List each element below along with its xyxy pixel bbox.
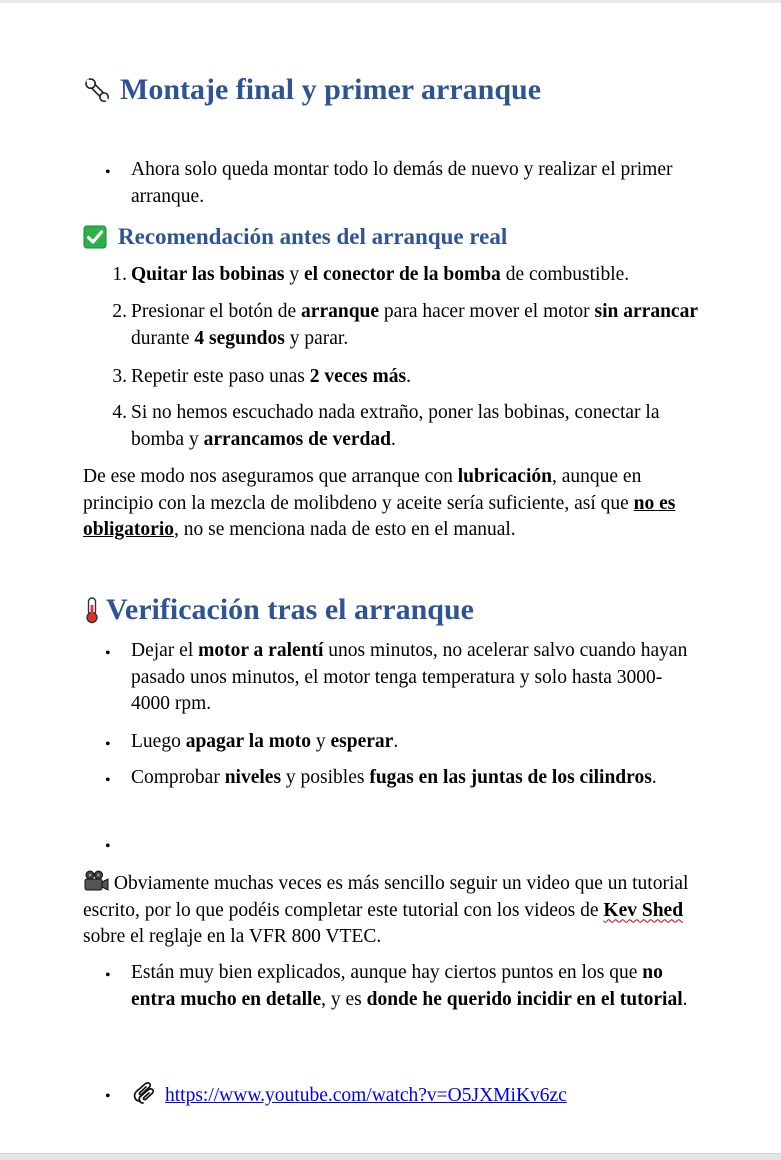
check-mark-button-icon	[83, 225, 107, 249]
bold-text: arrancamos de verdad	[203, 428, 391, 450]
bold-text: el conector de la bomba	[304, 264, 501, 285]
text-run: Comprobar	[131, 767, 225, 788]
text-run: .	[406, 366, 411, 387]
text-run: Luego	[131, 731, 186, 752]
bullet-marker: •	[105, 1088, 111, 1105]
section-heading-montaje	[83, 72, 541, 108]
numbered-step	[131, 262, 701, 289]
text-run: Están muy bien explicados, aunque hay ciertos puntos en los que	[131, 962, 643, 983]
text-run: .	[390, 428, 396, 450]
subsection-heading-recomendacion	[83, 223, 507, 251]
bullet-marker: •	[105, 838, 111, 855]
thermometer-icon	[83, 596, 101, 624]
text-run: Dejar el	[131, 640, 199, 661]
numbered-step	[131, 400, 701, 453]
text-run: unos minutos, no acelerar salvo cuando hayan pasado unos minutos, el motor tenga temperatura y solo hasta 3000-4000 rpm.	[131, 640, 688, 714]
text-run: , no se menciona nada de esto en el manual.	[174, 519, 516, 540]
bold-text: motor a ralentí	[198, 640, 324, 661]
bullet-marker: •	[105, 164, 111, 181]
bold-text: 4 segundos	[194, 327, 285, 349]
bold-text: sin arrancar	[594, 301, 698, 322]
bold-text: no entra mucho en detalle	[131, 962, 663, 1010]
section-title: Montaje final y primer arranque	[120, 73, 542, 106]
step-number: 4.	[112, 402, 127, 423]
section-title: Verificación tras el arranque	[106, 593, 474, 626]
list-item	[131, 765, 701, 792]
movie-camera-icon	[83, 870, 109, 892]
text-run: , aunque en principio con la mezcla de molibdeno y aceite sería suficiente, así que	[83, 466, 642, 514]
bold-text: fugas en las juntas de los cilindros	[369, 767, 652, 788]
text-run: Si no hemos escuchado nada extraño, poner las bobinas, conectar la bomba y	[131, 402, 660, 450]
paragraph-lubrication-note	[83, 464, 703, 544]
bold-text: no es obligatorio	[83, 492, 676, 540]
text-run: durante	[131, 327, 195, 349]
bold-text: Quitar las bobinas	[131, 264, 285, 285]
page-top-edge	[0, 0, 781, 3]
wrench-icon	[83, 76, 111, 104]
text-run: .	[682, 988, 688, 1010]
bullet-marker: •	[105, 736, 111, 753]
numbered-step	[131, 299, 701, 352]
list-item	[131, 960, 701, 1013]
list-item-link	[131, 1081, 701, 1110]
bullet-marker: •	[105, 645, 111, 662]
bullet-marker: •	[105, 967, 111, 984]
text-run: Obviamente muchas veces es más sencillo seguir un video que un tutorial escrito, por lo que podéis completar este tutorial con los videos de	[83, 873, 689, 921]
youtube-video-link[interactable]: https://www.youtube.com/watch?v=O5JXMiKv6zc	[165, 1085, 567, 1106]
bold-text: apagar la moto	[185, 731, 312, 752]
step-number: 3.	[112, 366, 127, 387]
bold-text: lubricación	[457, 466, 552, 487]
text-run: , y es	[321, 988, 367, 1010]
section-title: Recomendación antes del arranque real	[118, 224, 508, 249]
section-heading-verificacion	[83, 592, 474, 628]
bold-text: Kev Shed	[603, 899, 684, 921]
bold-text: niveles	[224, 767, 282, 788]
text-run: .	[651, 767, 657, 788]
bold-text: esperar	[330, 731, 394, 752]
bullet-marker: •	[105, 772, 111, 789]
text-run: Repetir este paso unas	[131, 366, 310, 387]
text-run: .	[393, 731, 399, 752]
text-run: y	[284, 264, 305, 285]
text-run: de combustible.	[500, 264, 630, 285]
text-run: Presionar el botón de	[131, 301, 302, 322]
bold-text: arranque	[301, 301, 380, 322]
text-run: sobre el reglaje en la VFR 800 VTEC.	[83, 926, 382, 947]
text-run: y parar.	[284, 327, 349, 349]
list-item	[131, 638, 701, 718]
list-item	[131, 729, 701, 756]
step-number: 1.	[112, 264, 127, 285]
text-run: y	[311, 731, 331, 752]
paperclips-icon	[131, 1081, 157, 1105]
text-run: De ese modo nos aseguramos que arranque con	[83, 466, 458, 487]
bold-text: 2 veces más	[309, 366, 407, 387]
paragraph-video-intro	[83, 870, 703, 951]
step-number: 2.	[112, 301, 127, 322]
list-item: Ahora solo queda montar todo lo demás de nuevo y realizar el primer arranque.	[131, 159, 673, 207]
text-run: para hacer mover el motor	[379, 301, 595, 322]
video-intro-text	[83, 873, 688, 947]
numbered-step	[131, 364, 701, 391]
text-run: y posibles	[281, 767, 370, 788]
bold-text: donde he querido incidir en el tutorial	[366, 988, 683, 1010]
